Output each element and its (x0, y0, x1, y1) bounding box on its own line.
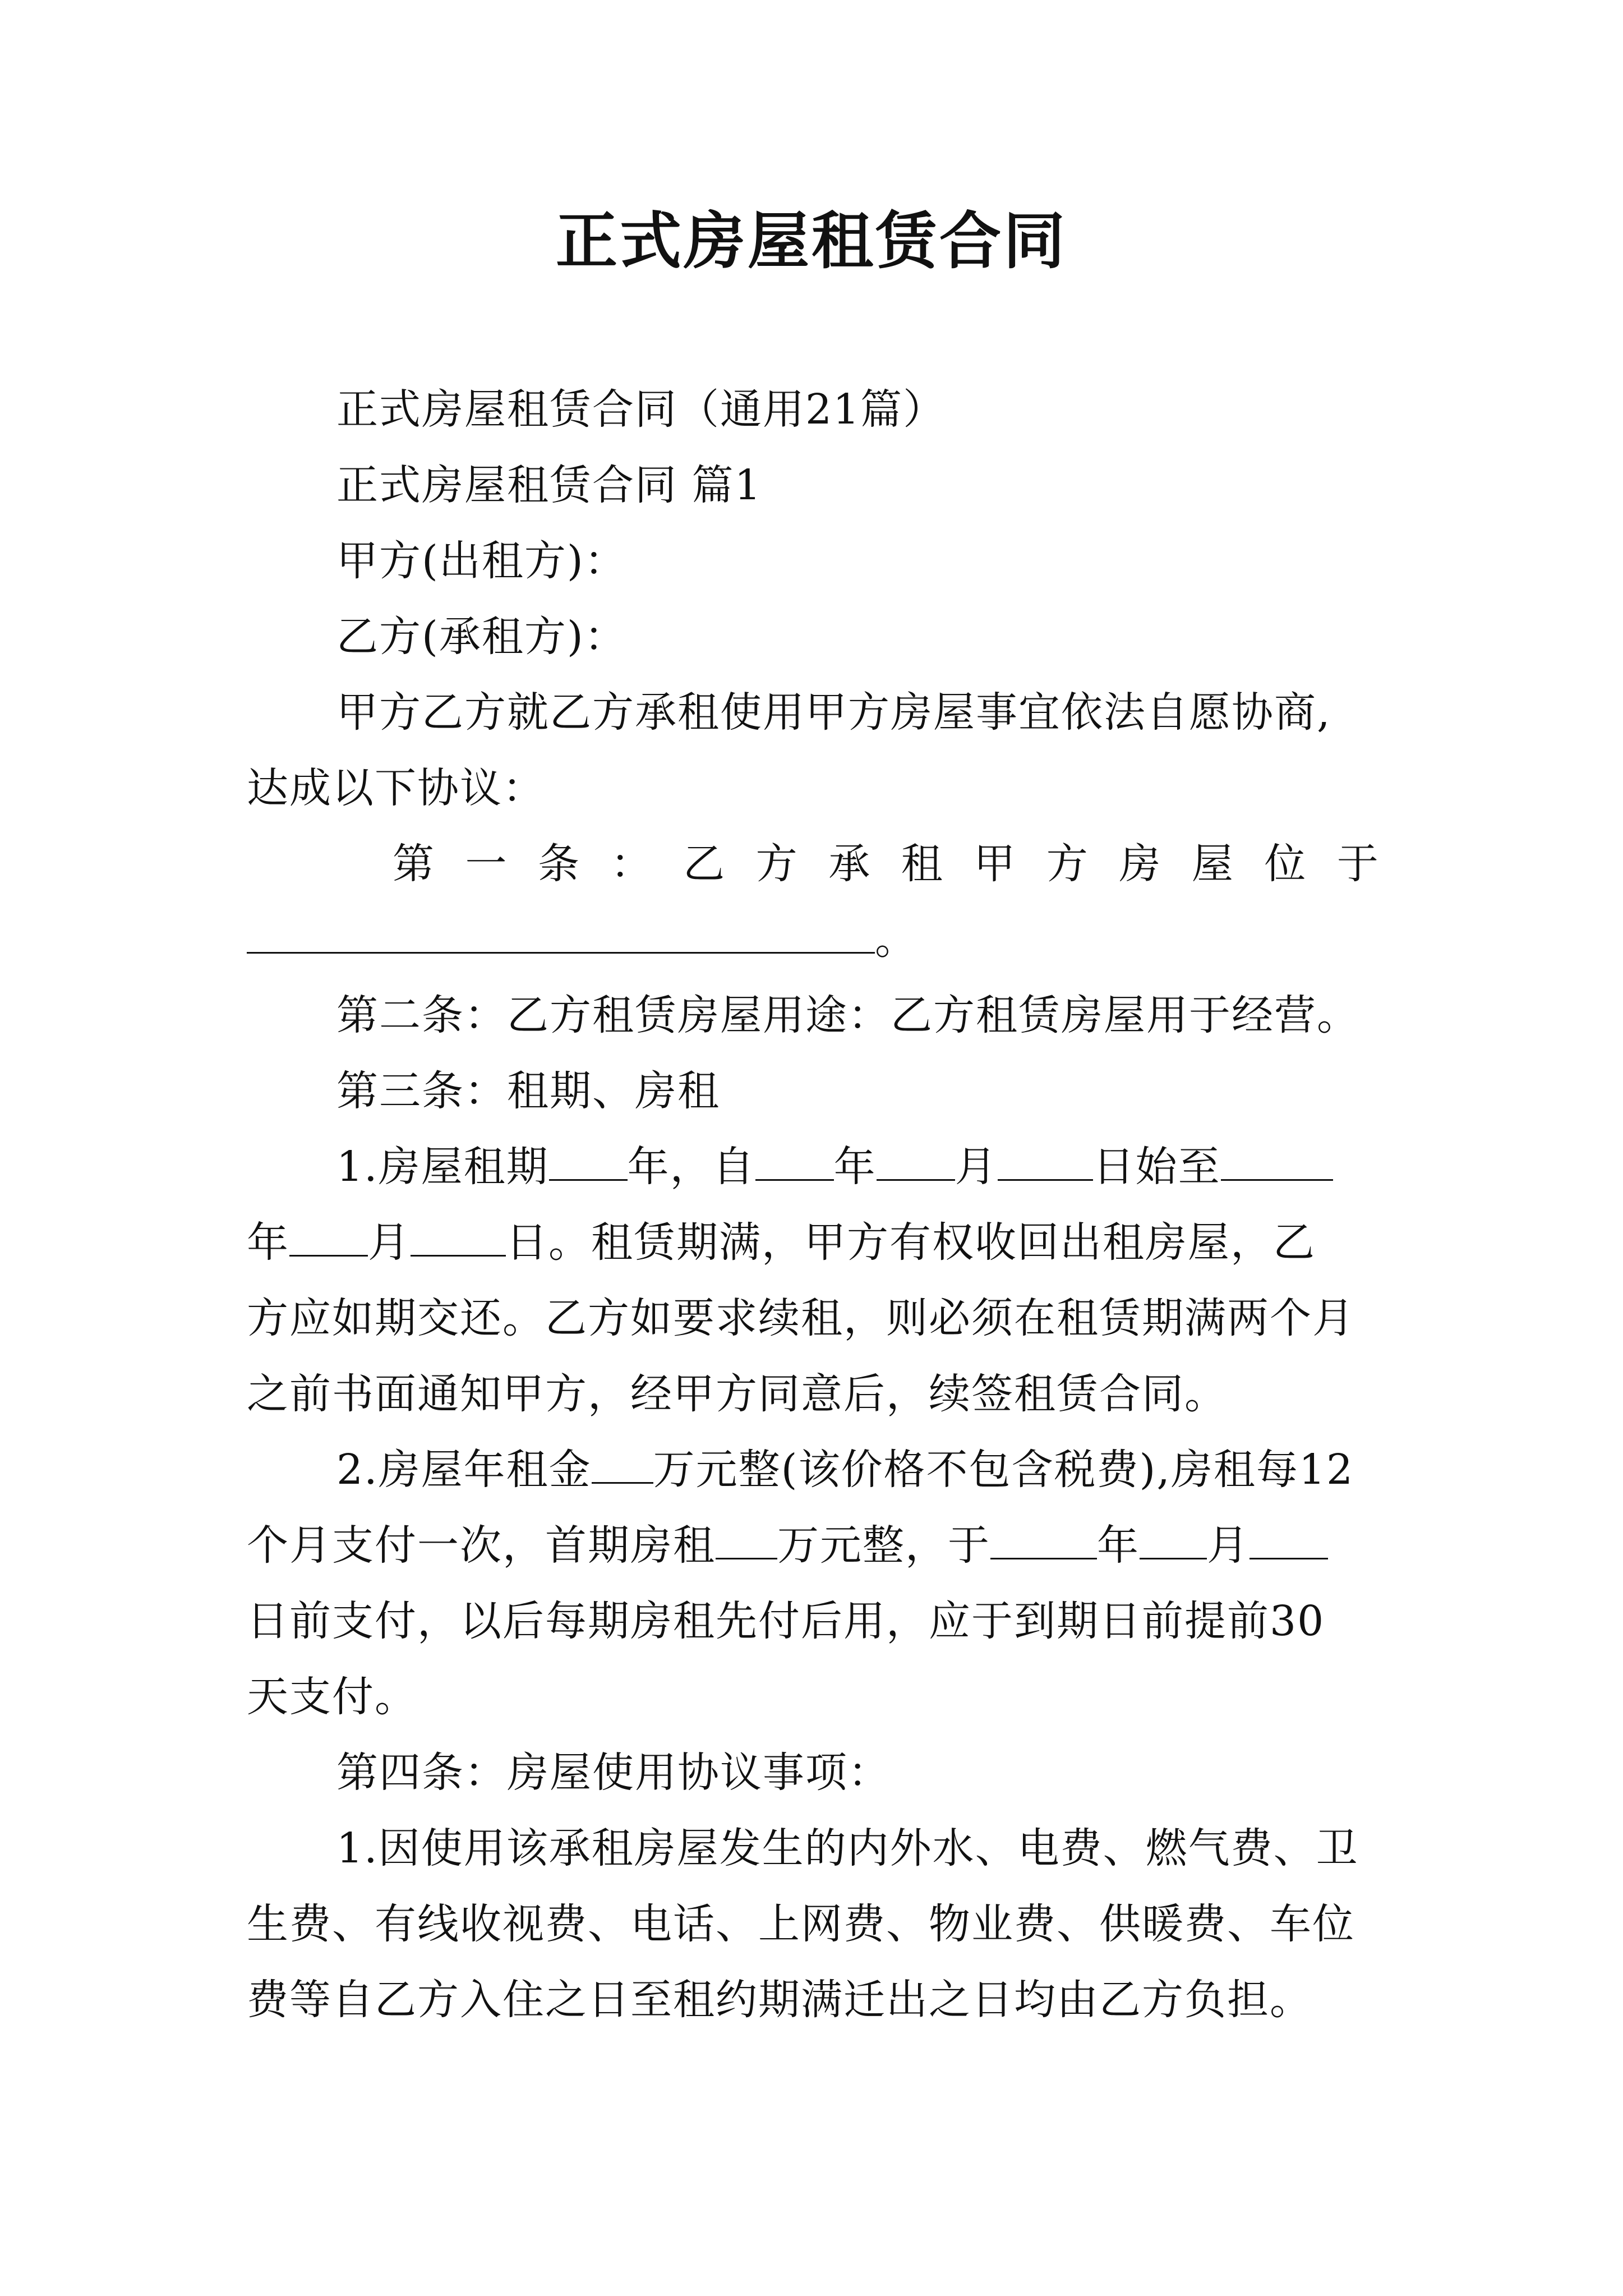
blank-underline (549, 1140, 628, 1181)
article-4-p1-line-1: 1.因使用该承租房屋发生的内外水、电费、燃气费、卫 (336, 1824, 1359, 1872)
article-1-char: ： (610, 840, 653, 888)
text-segment: 月 (955, 1143, 998, 1191)
article-1-end: 。 (875, 915, 917, 964)
article-1-char: 屋 (1191, 840, 1234, 888)
intro-line-2: 达成以下协议： (247, 764, 545, 812)
blank-underline (755, 1140, 834, 1181)
article-1-char: 房 (1119, 840, 1162, 888)
article-3-p2-line-2 (247, 1517, 1328, 1573)
article-4-title: 第四条：房屋使用协议事项： (336, 1749, 891, 1797)
text-segment: 月 (1207, 1521, 1249, 1570)
article-4-p1-line-2: 生费、有线收视费、电话、上网费、物业费、供暖费、车位 (247, 1900, 1355, 1948)
blank-underline (716, 1519, 777, 1559)
text-segment: 年 (1097, 1521, 1140, 1570)
text-segment: 年 (833, 1143, 877, 1191)
text-segment: 日始至 (1092, 1143, 1221, 1191)
article-3-p1-line-4: 之前书面通知甲方，经甲方同意后，续签租赁合同。 (247, 1370, 1227, 1418)
article-3-p2-line-4: 天支付。 (247, 1673, 417, 1721)
blank-underline (1249, 1519, 1328, 1559)
article-1-char: 第 (393, 840, 435, 888)
section-title: 正式房屋租赁合同 篇1 (336, 461, 762, 509)
article-1-char: 租 (901, 840, 944, 888)
text-segment: 个月支付一次，首期房租 (247, 1521, 716, 1570)
text-segment: 日。租赁期满，甲方有权收回出租房屋，乙 (506, 1218, 1316, 1267)
blank-underline (247, 913, 875, 954)
text-segment: 万元整(该价格不包含税费),房租每12 (653, 1446, 1354, 1494)
article-1-char: 甲 (974, 840, 1017, 888)
article-1-char: 位 (1264, 840, 1307, 888)
article-1-line-2 (247, 912, 917, 968)
text-segment: 万元整，于 (777, 1521, 990, 1570)
blank-underline (1221, 1140, 1333, 1181)
text-segment: 年，自 (627, 1143, 755, 1191)
blank-underline (877, 1140, 955, 1181)
blank-underline (998, 1140, 1093, 1181)
blank-underline (592, 1443, 653, 1484)
article-3-p1-line-3: 方应如期交还。乙方如要求续租，则必须在租赁期满两个月 (247, 1294, 1355, 1342)
blank-underline (289, 1216, 368, 1257)
text-segment: 月 (368, 1218, 411, 1267)
article-3-p2-line-1 (336, 1442, 1354, 1498)
article-1-char: 方 (755, 840, 799, 888)
article-1-char: 承 (828, 840, 872, 888)
article-3-p2-line-3: 日前支付，以后每期房租先付后用，应于到期日前提前30 (247, 1597, 1325, 1645)
blank-underline (1140, 1519, 1207, 1559)
blank-underline (990, 1519, 1097, 1559)
article-4-p1-line-3: 费等自乙方入住之日至租约期满迁出之日均由乙方负担。 (247, 1976, 1312, 2024)
article-3-p1-line-1 (336, 1139, 1333, 1195)
article-1-char: 方 (1046, 840, 1089, 888)
article-1-char: 条 (538, 840, 581, 888)
article-1-char: 于 (1336, 840, 1380, 888)
article-1-char: 一 (465, 840, 508, 888)
article-3-title: 第三条：租期、房租 (336, 1067, 720, 1115)
text-segment: 年 (247, 1218, 289, 1267)
article-3-p1-line-2 (247, 1214, 1316, 1271)
contract-heading: 正式房屋租赁合同（通用21篇） (336, 385, 946, 434)
article-1-char: 乙 (683, 840, 726, 888)
intro-line-1: 甲方乙方就乙方承租使用甲方房屋事宜依法自愿协商, (336, 688, 1331, 737)
article-1-line-1 (393, 836, 1380, 892)
blank-underline (411, 1216, 506, 1257)
article-2: 第二条：乙方租赁房屋用途：乙方租赁房屋用于经营。 (336, 991, 1359, 1039)
party-b-label: 乙方(承租方)： (336, 613, 627, 661)
text-segment: 2.房屋年租金 (336, 1446, 592, 1494)
text-segment: 1.房屋租期 (336, 1143, 549, 1191)
party-a-label: 甲方(出租方)： (336, 537, 627, 585)
document-title: 正式房屋租赁合同 (556, 205, 1067, 277)
